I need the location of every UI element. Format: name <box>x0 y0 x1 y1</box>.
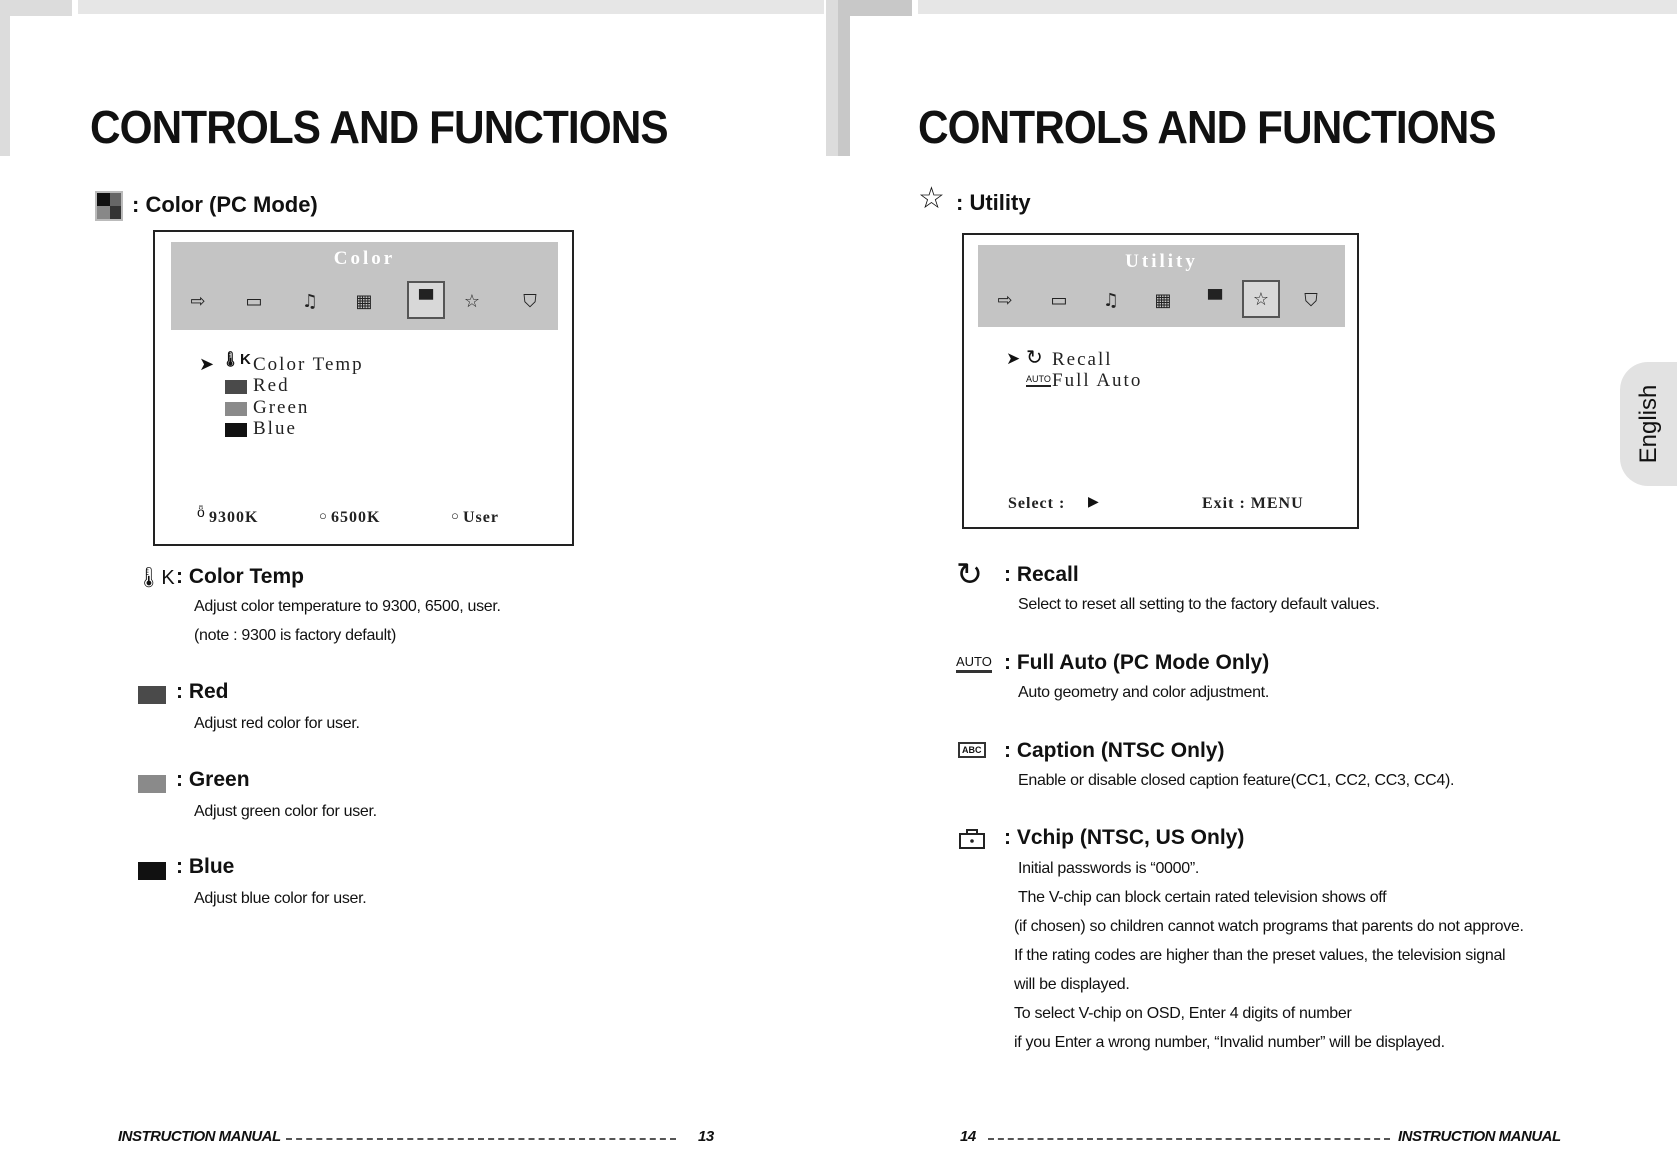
vchip-desc-line5: will be displayed. <box>1014 976 1130 993</box>
left-page-number: 13 <box>698 1128 714 1145</box>
caption-title: : Caption (NTSC Only) <box>1004 739 1225 762</box>
green-swatch-icon <box>225 402 247 416</box>
color-temp-desc-line2: (note : 9300 is factory default) <box>194 627 397 644</box>
osd-option-user[interactable]: User <box>463 509 499 526</box>
utility-star-icon[interactable]: ☆ <box>1242 280 1280 318</box>
osd-header <box>978 245 1345 327</box>
vchip-desc-line4: If the rating codes are higher than the preset values, the television signal <box>1014 947 1506 964</box>
utility-osd-screen <box>962 233 1359 529</box>
green-desc: Adjust green color for user. <box>194 803 377 820</box>
green-swatch-icon <box>138 775 166 793</box>
monitor-icon[interactable]: ▭ <box>1050 289 1068 311</box>
lock-tab-icon[interactable]: ⛉ <box>1304 289 1318 311</box>
audio-icon[interactable]: ♫ <box>1102 289 1120 311</box>
language-side-tab[interactable] <box>1620 362 1677 486</box>
radio-6500k-icon: ○ <box>319 508 327 523</box>
selection-arrow-icon: ➤ <box>199 354 215 374</box>
right-page-number: 14 <box>960 1128 976 1145</box>
recall-desc: Select to reset all setting to the factory default values. <box>1018 596 1380 613</box>
red-swatch-icon <box>225 380 247 394</box>
osd-menu-full-auto[interactable]: Full Auto <box>1052 370 1143 391</box>
star-icon: ☆ <box>918 182 945 215</box>
green-title: : Green <box>176 768 250 791</box>
red-desc: Adjust red color for user. <box>194 715 360 732</box>
osd-icon[interactable]: ▦ <box>355 290 373 312</box>
vchip-desc-line3: (if chosen) so children cannot watch programs that parents do not approve. <box>1014 918 1524 935</box>
audio-icon[interactable]: ♫ <box>301 290 319 312</box>
full-auto-title: : Full Auto (PC Mode Only) <box>1004 651 1270 674</box>
osd-exit-label: Exit : MENU <box>1202 495 1304 512</box>
radio-user-icon: ○ <box>451 508 459 523</box>
red-swatch-icon <box>138 686 166 704</box>
right-page-top-bar-long <box>918 0 1677 14</box>
left-page-left-bar <box>0 16 10 156</box>
input-source-icon[interactable]: ⇨ <box>997 289 1013 311</box>
left-page-right-bar <box>826 0 838 156</box>
right-footer-label: INSTRUCTION MANUAL <box>1398 1128 1561 1145</box>
osd-icon[interactable]: ▦ <box>1154 289 1172 311</box>
blue-title: : Blue <box>176 855 235 878</box>
lock-icon <box>958 826 986 855</box>
selected-radio-icon: ȫ <box>197 504 205 520</box>
left-page-top-bar-long <box>78 0 824 14</box>
vchip-title: : Vchip (NTSC, US Only) <box>1004 826 1245 849</box>
vchip-desc-line1: Initial passwords is “0000”. <box>1018 860 1200 877</box>
thermometer-k-icon: 🌡K <box>221 351 251 368</box>
left-footer-label: INSTRUCTION MANUAL <box>118 1128 281 1145</box>
osd-icon-bar <box>978 279 1345 321</box>
right-page-top-bar <box>838 0 912 16</box>
left-page-top-bar <box>0 0 72 16</box>
recall-circle-icon: ↻ <box>956 556 983 592</box>
osd-menu-recall[interactable]: Recall <box>1052 349 1113 370</box>
play-arrow-icon: ▶ <box>1088 493 1099 509</box>
left-page-title: CONTROLS AND FUNCTIONS <box>90 101 668 153</box>
osd-menu-green[interactable]: Green <box>253 397 310 418</box>
left-section-heading: : Color (PC Mode) <box>132 192 318 217</box>
osd-option-6500k[interactable]: 6500K <box>331 509 381 526</box>
utility-star-icon[interactable]: ☆ <box>463 290 481 312</box>
left-footer-dashes <box>286 1138 676 1140</box>
osd-menu-red[interactable]: Red <box>253 375 290 396</box>
osd-title: Utility <box>1125 251 1198 272</box>
caption-desc: Enable or disable closed caption feature(CC1, CC2, CC3, CC4). <box>1018 772 1455 789</box>
vchip-desc-line6: To select V-chip on OSD, Enter 4 digits of number <box>1014 1005 1352 1022</box>
blue-desc: Adjust blue color for user. <box>194 890 367 907</box>
vchip-desc-line7: if you Enter a wrong number, “Invalid number” will be displayed. <box>1014 1034 1445 1051</box>
osd-menu-color-temp[interactable]: Color Temp <box>253 354 364 375</box>
full-auto-desc: Auto geometry and color adjustment. <box>1018 684 1269 701</box>
color-tab-icon[interactable]: ▀ <box>407 281 445 319</box>
blue-swatch-icon <box>138 862 166 880</box>
recall-title: : Recall <box>1004 563 1079 586</box>
color-temp-desc-line1: Adjust color temperature to 9300, 6500, user. <box>194 598 501 615</box>
vchip-desc-line2: The V-chip can block certain rated television shows off <box>1018 889 1387 906</box>
color-grid-icon <box>94 190 124 222</box>
thermometer-k-icon: 🌡K <box>136 567 175 589</box>
selection-arrow-icon: ➤ <box>1006 349 1021 368</box>
osd-select-label: Select : <box>1008 495 1066 512</box>
red-title: : Red <box>176 680 229 703</box>
color-temp-title: : Color Temp <box>176 565 304 588</box>
input-source-icon[interactable]: ⇨ <box>190 290 206 312</box>
blue-swatch-icon <box>225 423 247 437</box>
recall-circle-icon: ↻ <box>1026 347 1043 369</box>
osd-menu-blue[interactable]: Blue <box>253 418 297 439</box>
abc-caption-icon: ABC <box>958 742 986 758</box>
auto-icon: AUTO <box>956 654 992 673</box>
osd-icon-bar <box>171 280 558 322</box>
auto-icon: AUTO <box>1026 373 1051 387</box>
osd-option-9300k[interactable]: 9300K <box>209 509 259 526</box>
right-section-heading: : Utility <box>956 190 1031 215</box>
color-tab-icon[interactable]: ▀ <box>1208 289 1222 311</box>
lock-tab-icon[interactable]: ⛉ <box>523 290 537 312</box>
language-tab-label: English <box>1634 384 1662 464</box>
monitor-icon[interactable]: ▭ <box>245 290 263 312</box>
right-page-title: CONTROLS AND FUNCTIONS <box>918 101 1496 153</box>
osd-title: Color <box>333 248 396 269</box>
color-osd-screen <box>153 230 574 546</box>
right-page-left-bar <box>838 16 850 156</box>
osd-header <box>171 242 558 330</box>
right-footer-dashes <box>988 1138 1390 1140</box>
